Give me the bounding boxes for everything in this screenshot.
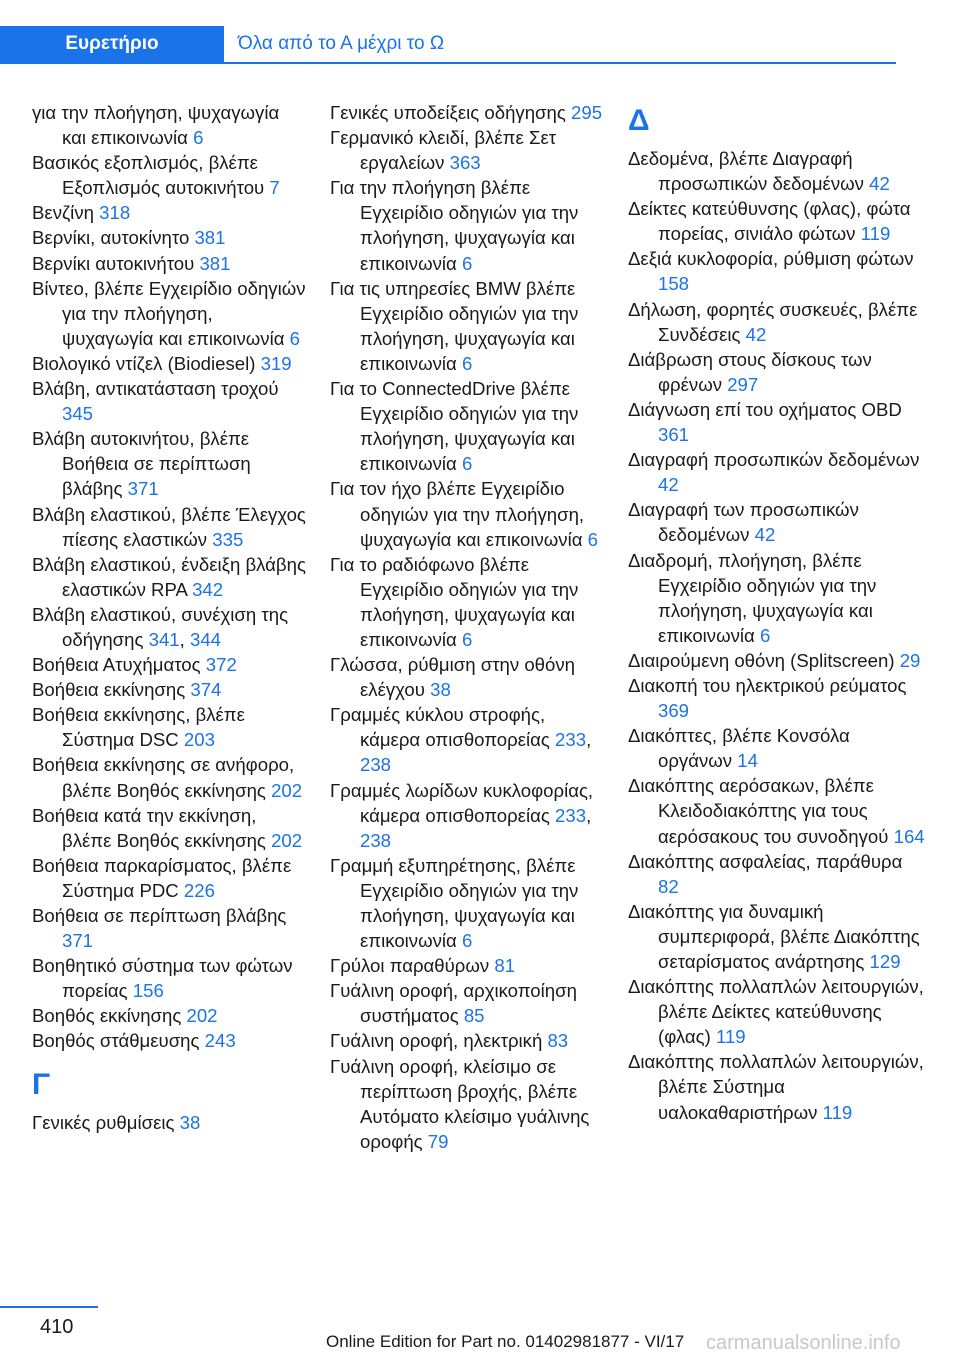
index-entry	[628, 497, 928, 547]
tab-a-to-z[interactable]: Όλα από το Α μέχρι το Ω	[224, 26, 896, 62]
index-entry	[32, 752, 308, 802]
footer-rule	[0, 1306, 98, 1308]
page-link[interactable]: 158	[658, 273, 690, 295]
entry-text: Γυάλινη οροφή, ηλεκτρική	[330, 1030, 543, 1052]
page-link[interactable]: 6	[461, 352, 473, 374]
page-link[interactable]: 6	[461, 930, 473, 952]
index-entry	[628, 347, 928, 397]
index-entry	[32, 225, 308, 250]
index-entry	[628, 146, 928, 196]
entry-text: Βλάβη, αντικατάσταση τροχού	[32, 378, 279, 400]
page-link[interactable]: 42	[754, 524, 776, 546]
page-link[interactable]: 341	[148, 628, 180, 650]
index-entry	[32, 1003, 308, 1028]
entry-text: Διακόπτης για δυναμική συμπεριφορά, βλέπε Διακόπτης σεταρίσματος ανάρτησης	[628, 900, 920, 972]
index-entry	[628, 899, 928, 974]
index-entry	[628, 723, 928, 773]
entry-text: Βλάβη ελαστικού, βλέπε Έλεγχος πίεσης ελαστικών	[32, 503, 306, 550]
index-entry	[628, 1049, 928, 1124]
index-entry	[32, 552, 308, 602]
index-entry	[330, 652, 608, 702]
entry-text: Γραμμή εξυπηρέτησης, βλέπε Εγχειρίδιο οδηγιών για την πλοήγηση, ψυχαγωγία και επικοινωνία	[330, 854, 579, 952]
entry-text: Βίντεο, βλέπε Εγχειρίδιο οδηγιών για την πλοήγηση, ψυχαγωγία και επικοινωνία	[32, 277, 306, 349]
page-link[interactable]: 318	[99, 202, 131, 224]
page-link[interactable]: 38	[430, 679, 451, 701]
page-link[interactable]: 369	[658, 700, 690, 722]
entry-text: Βοήθεια σε περίπτωση βλάβης	[32, 905, 287, 926]
index-entry	[32, 702, 308, 752]
page-link[interactable]: 371	[127, 478, 159, 500]
page-link[interactable]: 297	[727, 373, 759, 395]
index-entry	[330, 100, 608, 125]
entry-text: Βιολογικό ντίζελ (Biodiesel)	[32, 352, 256, 374]
entry-text: Βλάβη ελαστικού, συνέχιση της οδήγησης	[32, 603, 289, 650]
entry-text: Γερμανικό κλειδί, βλέπε Σετ εργαλείων	[330, 127, 557, 174]
index-entry	[628, 773, 928, 848]
index-entry	[330, 953, 608, 978]
page-link[interactable]: 233	[555, 804, 587, 826]
page-link[interactable]: 344	[190, 628, 222, 650]
index-entry	[32, 677, 308, 702]
entry-text: Για την πλοήγηση βλέπε Εγχειρίδιο οδηγιών για την πλοήγηση, ψυχαγωγία και επικοινωνία	[330, 177, 579, 274]
index-entry	[32, 1110, 308, 1135]
index-column-2	[330, 100, 608, 1154]
index-column-1	[32, 100, 308, 1135]
index-entry	[330, 853, 608, 953]
entry-text: Βλάβη ελαστικού, ένδειξη βλάβης ελαστικών RPA	[32, 553, 306, 600]
page-link[interactable]: 81	[494, 955, 516, 977]
index-entry	[628, 648, 928, 673]
entry-text: Βοηθός στάθμευσης	[32, 1030, 200, 1052]
page-link[interactable]: 243	[204, 1030, 236, 1052]
entry-text: Βοηθός εκκίνησης	[32, 1005, 182, 1027]
page-link[interactable]: 342	[192, 578, 224, 600]
index-entry	[330, 552, 608, 652]
entry-text: Διάβρωση στους δίσκους των φρένων	[628, 348, 872, 395]
entry-text: Βερνίκι, αυτοκίνητο	[32, 227, 190, 249]
index-entry	[330, 276, 608, 376]
page-link[interactable]: 129	[869, 951, 901, 972]
watermark: carmanualsonline.info	[706, 1332, 901, 1354]
index-entry	[32, 150, 308, 200]
entry-text: Διακοπή του ηλεκτρικού ρεύματος	[628, 674, 907, 696]
page-link[interactable]: 319	[260, 352, 292, 374]
entry-text: Γενικές ρυθμίσεις	[32, 1111, 175, 1133]
entry-text: Βοήθεια παρκαρίσματος, βλέπε Σύστημα PDC	[32, 854, 292, 901]
index-entry	[628, 849, 928, 899]
index-entry	[628, 297, 928, 347]
index-entry	[628, 246, 928, 296]
entry-text: Βλάβη αυτοκινήτου, βλέπε Βοήθεια σε περίπτωση βλάβης	[32, 428, 251, 500]
edition-text: Online Edition for Part no. 01402981877 - VI/17	[326, 1332, 685, 1351]
header-rule	[0, 62, 896, 64]
page-link[interactable]: 238	[360, 829, 392, 851]
entry-text: Διακόπτης πολλαπλών λειτουργιών, βλέπε Σύστημα υαλοκαθαριστήρων	[628, 1051, 924, 1123]
entry-text: Γενικές υποδείξεις οδήγησης	[330, 102, 566, 123]
index-entry	[330, 1028, 608, 1053]
entry-text: Γυάλινη οροφή, κλείσιμο σε περίπτωση βροχής, βλέπε Αυτόματο κλείσιμο γυάλινης οροφής	[330, 1055, 590, 1152]
entry-text: Γραμμές λωρίδων κυκλοφορίας, κάμερα οπισθοπορείας	[330, 779, 594, 826]
entry-text: Διακόπτες, βλέπε Κονσόλα οργάνων	[628, 725, 850, 772]
index-entry	[32, 903, 308, 953]
page-link[interactable]: 381	[199, 252, 231, 274]
index-entry	[330, 175, 608, 275]
index-entry: Βλάβη ελαστικού, συνέχιση της οδήγησης 341, 344	[32, 603, 289, 650]
entry-text: Βοήθεια εκκίνησης σε ανήφορο, βλέπε Βοηθός εκκίνησης	[32, 754, 295, 801]
page-link[interactable]: 119	[715, 1026, 746, 1048]
index-entry	[32, 502, 308, 552]
index-entry	[628, 548, 928, 648]
entry-text: Γλώσσα, ρύθμιση στην οθόνη ελέγχου	[330, 654, 576, 701]
page-link[interactable]: 202	[271, 779, 303, 801]
page-link[interactable]: 226	[183, 879, 215, 901]
entry-text: για την πλοήγηση, ψυχαγωγία και επικοινωνία	[32, 102, 280, 149]
index-entry	[330, 376, 608, 476]
page-link[interactable]: 202	[186, 1005, 218, 1027]
entry-text: Διακόπτης αερόσακων, βλέπε Κλειδοδιακόπτης για τους αερόσακους του συνοδηγού	[628, 775, 889, 847]
section-letter: Γ	[32, 1067, 51, 1101]
page-link[interactable]: 82	[658, 875, 679, 897]
page-link[interactable]: 29	[899, 649, 921, 671]
page-link[interactable]: 79	[427, 1130, 449, 1152]
entry-text: Για το ραδιόφωνο βλέπε Εγχειρίδιο οδηγιών για την πλοήγηση, ψυχαγωγία και επικοινωνία	[330, 553, 579, 650]
index-entry	[32, 200, 308, 225]
index-entry	[32, 251, 308, 276]
page-link[interactable]: 6	[587, 528, 599, 550]
index-entry	[330, 1054, 608, 1154]
index-entry	[32, 853, 308, 903]
page-header	[0, 0, 960, 62]
page-link[interactable]: 42	[745, 323, 767, 345]
page-link[interactable]: 374	[190, 679, 222, 701]
index-entry	[32, 276, 308, 351]
page-link[interactable]: 42	[658, 474, 679, 496]
page-link[interactable]: 119	[822, 1101, 853, 1123]
page-link[interactable]: 6	[461, 252, 473, 274]
page-link[interactable]: 233	[555, 729, 587, 751]
page-link[interactable]: 345	[62, 403, 94, 425]
page-link[interactable]: 6	[759, 624, 771, 646]
page-link[interactable]: 295	[571, 102, 603, 123]
entry-text: Βασικός εξοπλισμός, βλέπε Εξοπλισμός αυτοκινήτου	[32, 152, 265, 199]
page-link[interactable]: 164	[893, 825, 925, 847]
index-entry	[32, 953, 308, 1003]
entry-text: Βερνίκι αυτοκινήτου	[32, 252, 195, 274]
entry-text: Βοήθεια εκκίνησης	[32, 679, 186, 701]
entry-text: Για τις υπηρεσίες BMW βλέπε Εγχειρίδιο οδηγιών για την πλοήγηση, ψυχαγωγία και επικοινωνία	[330, 277, 579, 374]
index-entry	[32, 376, 308, 426]
page-link[interactable]: 119	[860, 223, 891, 245]
index-entry	[32, 803, 308, 853]
entry-text: Βενζίνη	[32, 202, 94, 224]
page-link[interactable]: 7	[269, 177, 280, 199]
index-entry	[330, 125, 608, 175]
page-link[interactable]: 83	[547, 1030, 569, 1052]
page-link[interactable]: 371	[62, 930, 94, 952]
page-link[interactable]: 238	[360, 754, 392, 776]
entry-text: Διαγραφή των προσωπικών δεδομένων	[628, 499, 859, 546]
page-link[interactable]: 6	[289, 327, 301, 349]
index-entry	[32, 100, 308, 150]
index-entry	[628, 397, 928, 447]
entry-text: Βοήθεια Ατυχήματος	[32, 654, 201, 676]
index-entry	[628, 447, 928, 497]
page-link[interactable]: 335	[212, 528, 244, 550]
entry-text: Γρύλοι παραθύρων	[330, 955, 490, 977]
entry-text: Διάγνωση επί του οχήματος OBD	[628, 398, 902, 420]
page-link[interactable]: 203	[183, 729, 215, 751]
page-link[interactable]: 381	[194, 227, 226, 249]
index-entry	[32, 426, 308, 501]
index-entry	[628, 974, 928, 1049]
entry-text: Για το ConnectedDrive βλέπε Εγχειρίδιο οδηγιών για την πλοήγηση, ψυχαγωγία και επικοινωνία	[330, 378, 579, 475]
entry-text: Δήλωση, φορητές συσκευές, βλέπε Συνδέσεις	[628, 298, 918, 345]
entry-text: Διακόπτης πολλαπλών λειτουργιών, βλέπε Δείκτες κατεύθυνσης (φλας)	[628, 976, 924, 1048]
page-link[interactable]: 6	[461, 453, 473, 475]
entry-text: Διαγραφή προσωπικών δεδομένων	[628, 449, 920, 471]
entry-text: Δεδομένα, βλέπε Διαγραφή προσωπικών δεδομένων	[628, 148, 864, 195]
page-link[interactable]: 6	[193, 127, 204, 149]
page-link[interactable]: 6	[461, 628, 473, 650]
index-entry: Γραμμές λωρίδων κυκλοφορίας, κάμερα οπισθοπορείας 233, 238	[330, 779, 594, 851]
index-entry	[32, 652, 308, 677]
page-link[interactable]: 85	[463, 1005, 485, 1027]
page-link[interactable]: 156	[132, 980, 164, 1002]
page-link[interactable]: 42	[869, 173, 890, 195]
entry-text: Διαιρούμενη οθόνη (Splitscreen)	[628, 649, 895, 671]
entry-text: Δείκτες κατεύθυνσης (φλας), φώτα πορείας, σινιάλο φώτων	[628, 198, 911, 245]
entry-text: Δεξιά κυκλοφορία, ρύθμιση φώτων	[628, 248, 914, 270]
index-entry	[330, 476, 608, 551]
index-column-3	[628, 100, 928, 1125]
entry-text: Βοηθητικό σύστημα των φώτων πορείας	[32, 955, 293, 1002]
index-entry	[628, 673, 928, 723]
section-letter: Δ	[628, 104, 650, 137]
page-link[interactable]: 38	[179, 1111, 201, 1133]
entry-text: Γραμμές κύκλου στροφής, κάμερα οπισθοπορείας	[330, 704, 550, 751]
index-entry	[628, 196, 928, 246]
page-link[interactable]: 14	[737, 750, 758, 772]
entry-text: Διακόπτης ασφαλείας, παράθυρα	[628, 850, 903, 872]
entry-text: Βοήθεια εκκίνησης, βλέπε Σύστημα DSC	[32, 704, 245, 751]
page-link[interactable]: 202	[271, 829, 303, 851]
entry-text: Γυάλινη οροφή, αρχικοποίηση συστήματος	[330, 980, 577, 1027]
index-entry	[330, 978, 608, 1028]
page-link[interactable]: 363	[449, 152, 481, 174]
page-link[interactable]: 372	[205, 654, 237, 676]
tab-index[interactable]: Ευρετήριο	[0, 26, 224, 62]
index-entry	[32, 1028, 308, 1053]
entry-text: Βοήθεια κατά την εκκίνηση, βλέπε Βοηθός εκκίνησης	[32, 804, 266, 851]
entry-text: Διαδρομή, πλοήγηση, βλέπε Εγχειρίδιο οδηγιών για την πλοήγηση, ψυχαγωγία και επικοινωνία	[628, 549, 877, 646]
entry-text: Για τον ήχο βλέπε Εγχειρίδιο οδηγιών για την πλοήγηση, ψυχαγωγία και επικοινωνία	[330, 478, 585, 550]
page-link[interactable]: 361	[658, 424, 690, 446]
index-entry: Γραμμές κύκλου στροφής, κάμερα οπισθοπορείας 233, 238	[330, 704, 592, 776]
page-number: 410	[40, 1316, 74, 1338]
index-entry	[32, 351, 308, 376]
